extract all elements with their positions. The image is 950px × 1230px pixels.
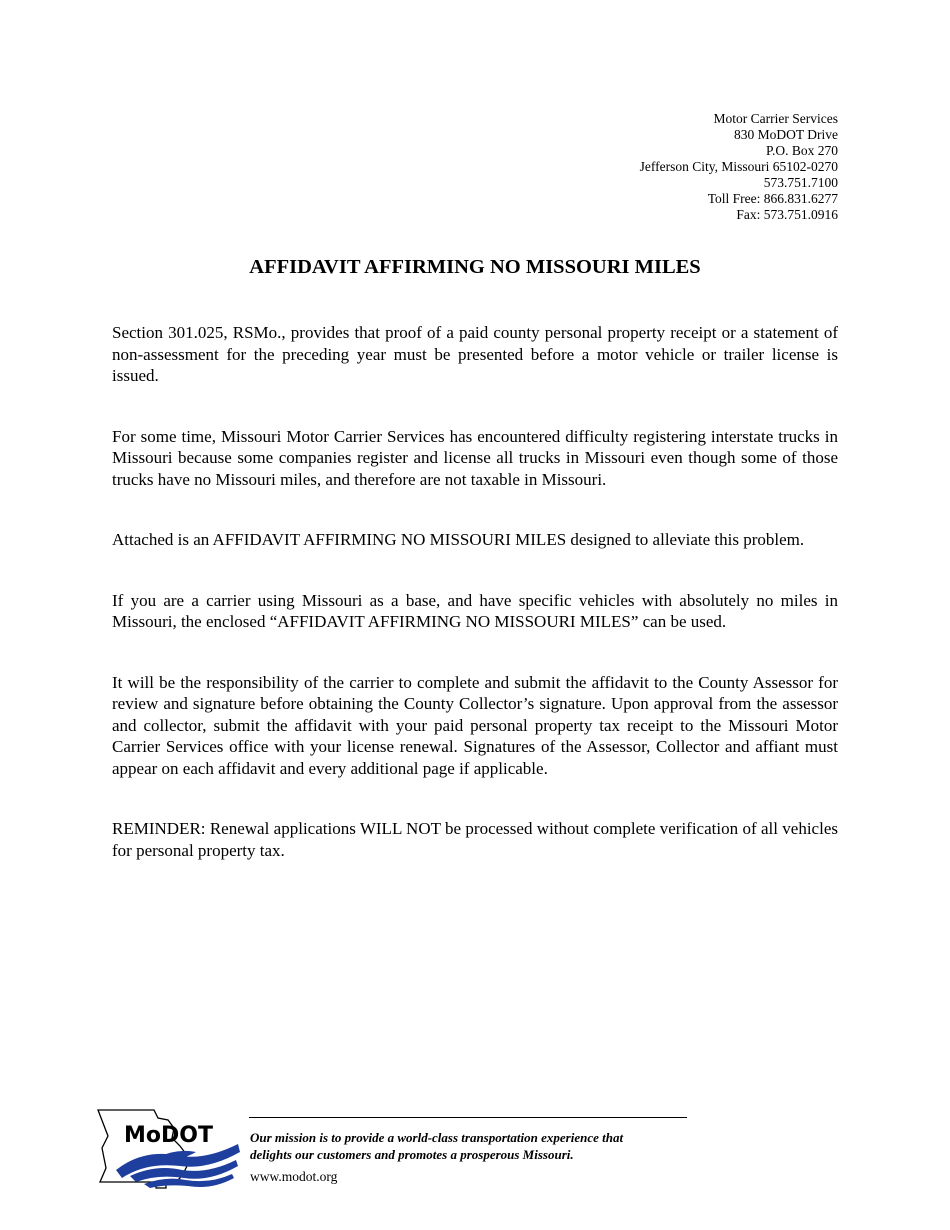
document-title: AFFIDAVIT AFFIRMING NO MISSOURI MILES [249,256,701,278]
paragraph-carrier: If you are a carrier using Missouri as a base, and have specific vehicles with absolutely no miles in Missouri, the enclosed “AFFIDAVIT AFFIRMING NO MISSOURI MILES” can be used. [112,590,838,631]
address-line: Motor Carrier Services [713,111,838,126]
address-line: 830 MoDOT Drive [734,127,838,142]
address-line: Toll Free: 866.831.6277 [707,191,838,206]
mission-statement [250,1129,690,1163]
paragraph-reminder: REMINDER: Renewal applications WILL NOT be processed without complete verification of all vehicles for personal property tax. [112,819,838,860]
mission-line: Our mission is to provide a world-class transportation experience that [250,1130,624,1145]
address-line: 573.751.7100 [763,175,838,190]
document-body [112,322,838,900]
svg-text:MoDOT: MoDOT [124,1123,213,1148]
paragraph-responsibility: It will be the responsibility of the carrier to complete and submit the affidavit to the County Assessor for review and signature before obtaining the County Collector’s signature. Upon approval from the assessor and collector, submit the affidavit with your paid personal property tax receipt to the Missouri Motor Carrier Services office with your license renewal. Signatures of the Assessor, Collector and affiant must appear on each affidavit and every additional page if applicable. [112,672,838,778]
address-line: P.O. Box 270 [765,143,838,158]
paragraph-statute: Section 301.025, RSMo., provides that proof of a paid county personal property receipt or a statement of non-assessment for the preceding year must be presented before a motor vehicle or trailer license is issued. [112,323,838,385]
modot-logo-icon [96,1108,244,1190]
paragraph-attached: Attached is an AFFIDAVIT AFFIRMING NO MISSOURI MILES designed to alleviate this problem. [112,530,805,549]
website-link[interactable]: www.modot.org [250,1169,338,1184]
paragraph-difficulty: For some time, Missouri Motor Carrier Services has encountered difficulty registering interstate trucks in Missouri because some companies register and license all trucks in Missouri even though some of those trucks have no Missouri miles, and therefore are not taxable in Missouri. [112,426,838,489]
modot-logo [96,1108,244,1190]
address-line: Fax: 573.751.0916 [736,207,838,222]
footer-divider [249,1117,687,1118]
address-block [640,111,838,223]
mission-line: delights our customers and promotes a prosperous Missouri. [250,1147,574,1162]
address-line: Jefferson City, Missouri 65102-0270 [639,159,838,174]
